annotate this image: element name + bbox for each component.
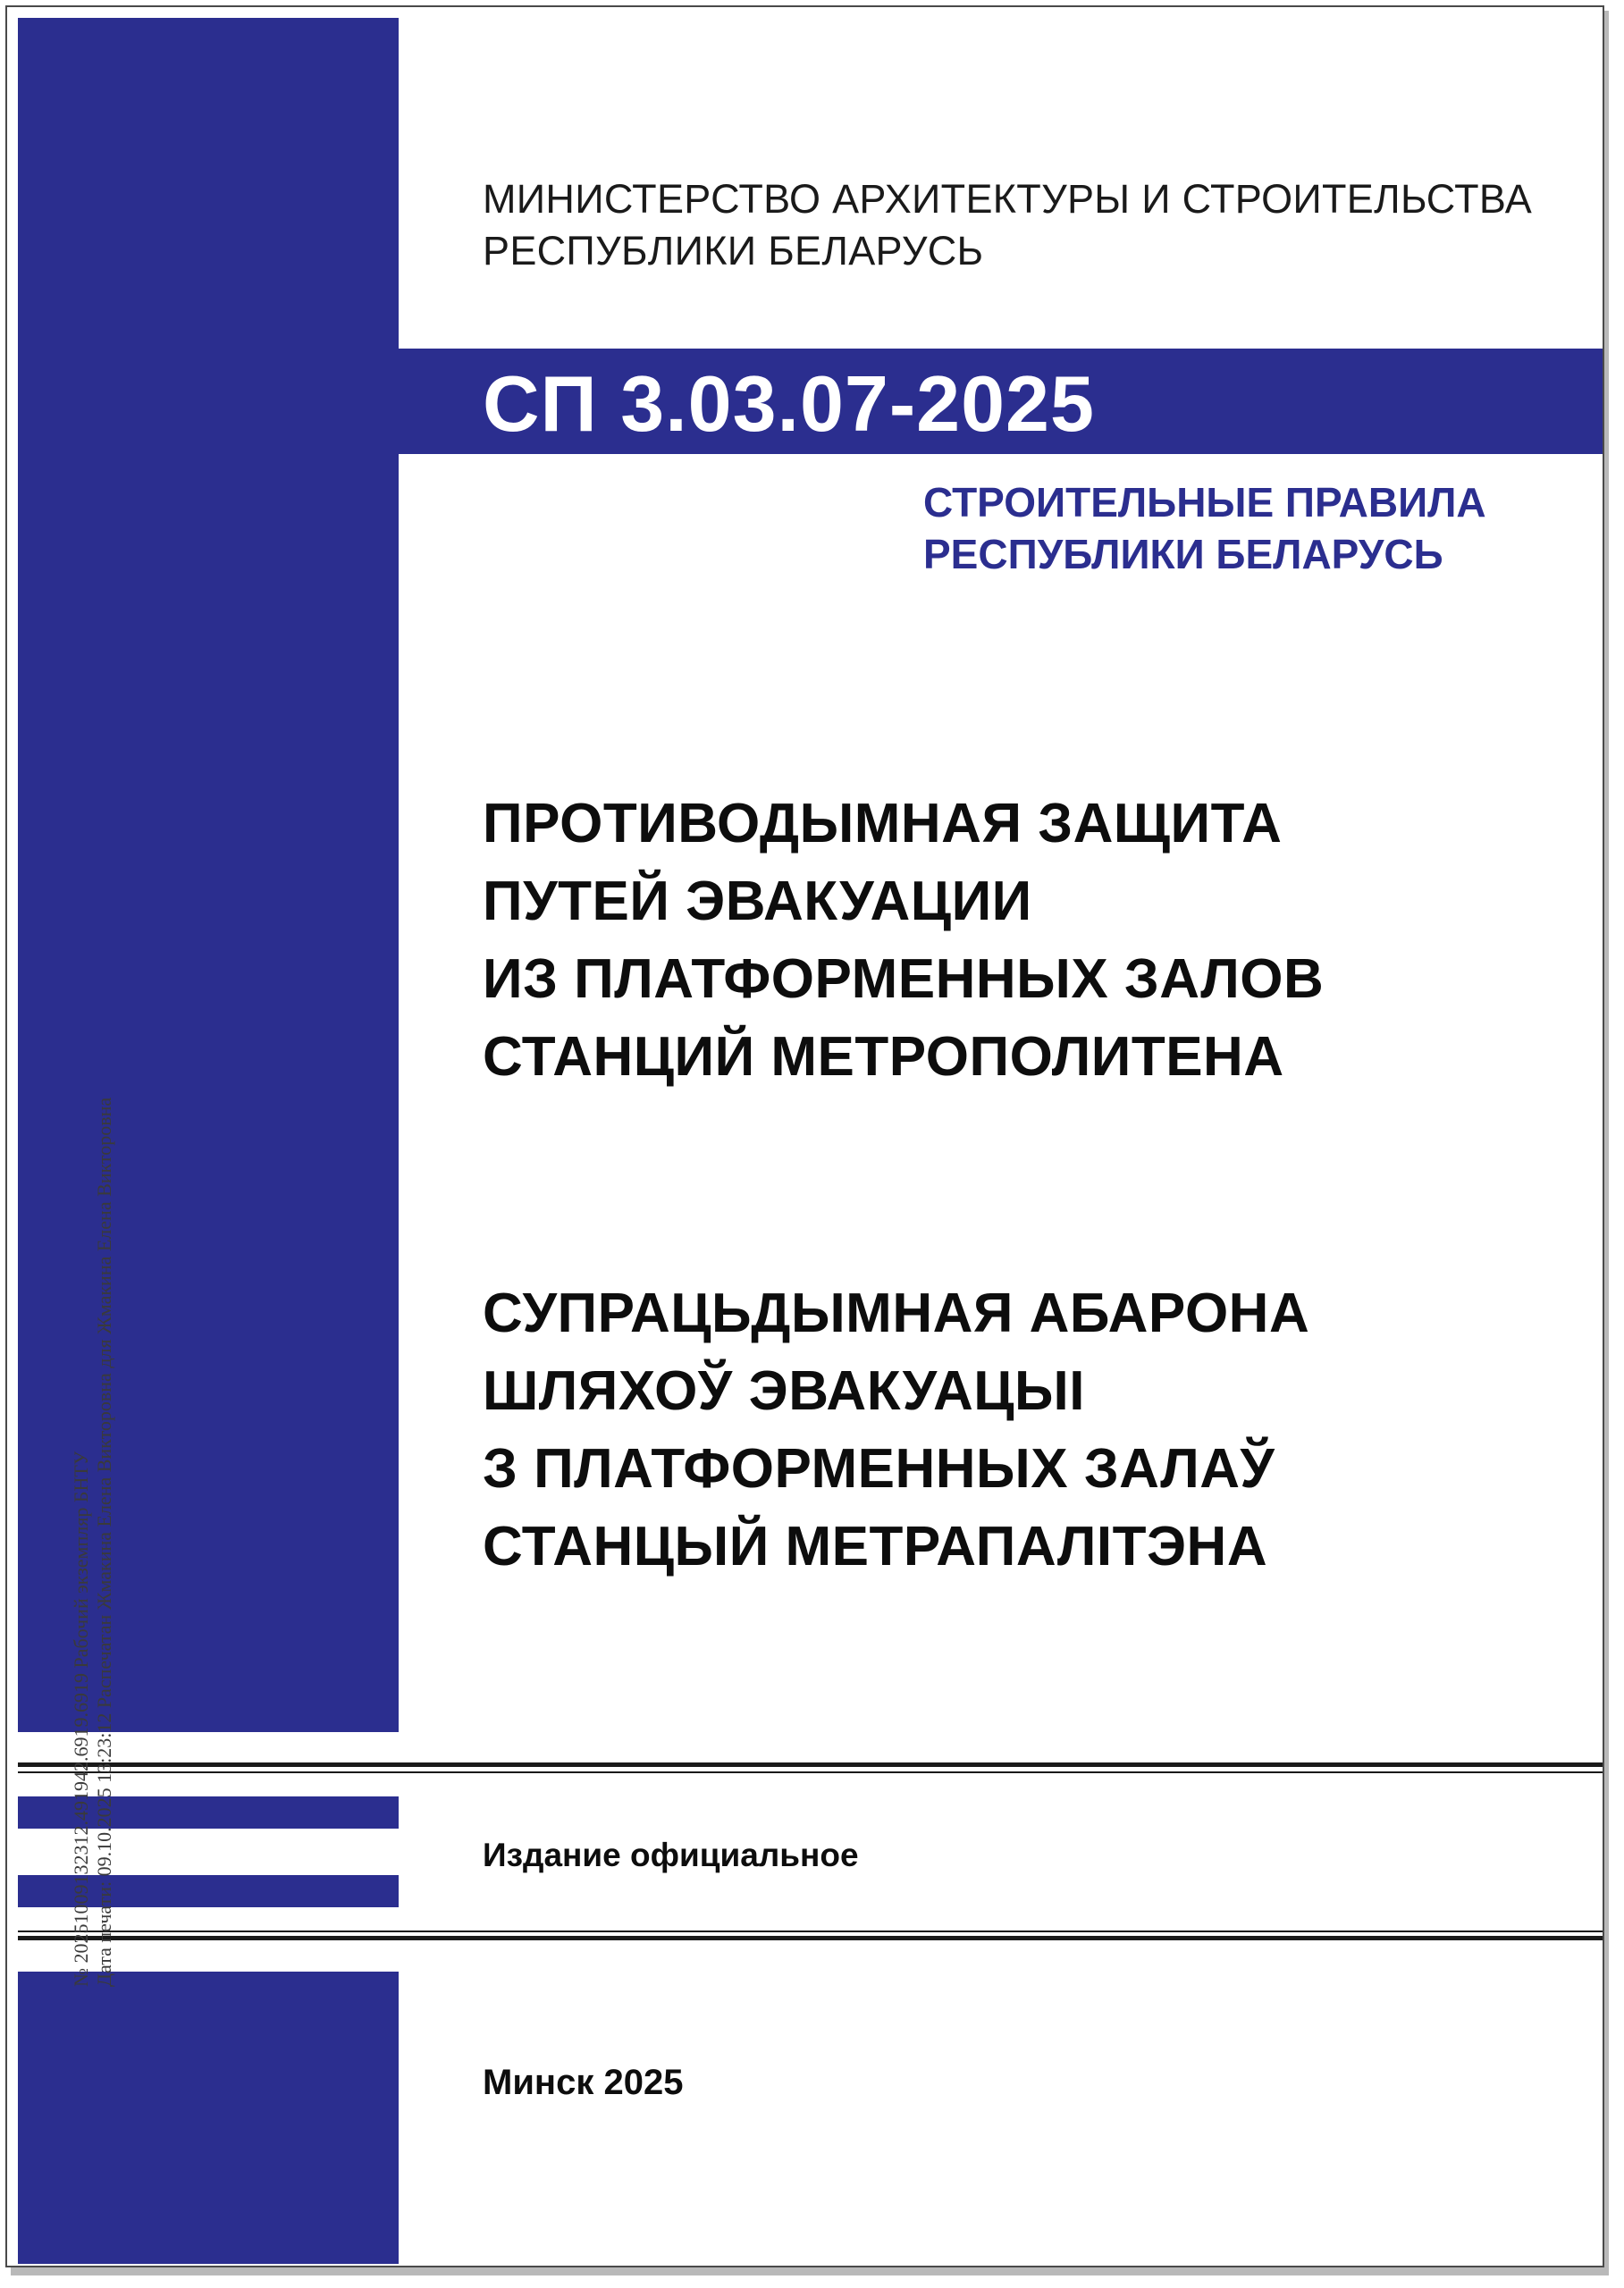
title-ru-line: ПУТЕЙ ЭВАКУАЦИИ <box>483 871 1032 932</box>
title-ru-line: ПРОТИВОДЫМНАЯ ЗАЩИТА <box>483 793 1283 854</box>
title-russian <box>483 785 1555 1096</box>
title-ru-line: СТАНЦИЙ МЕТРОПОЛИТЕНА <box>483 1026 1284 1088</box>
document-type-line-2: РЕСПУБЛИКИ БЕЛАРУСЬ <box>923 531 1443 577</box>
divider-bottom-thin <box>18 1930 1604 1932</box>
watermark-line-2: Дата печати: 09.10.2025 13:23:12 Распечатан Жмакина Елена Викторовна для Жмакина Елена Викторовна <box>93 1097 115 1987</box>
watermark-line-1: № 20251009132312.491942.6919.6919 Рабочий экземпляр БНТУ <box>70 1451 92 1987</box>
document-type <box>923 476 1567 580</box>
edition-label: Издание официальное <box>483 1837 859 1873</box>
title-by-line: З ПЛАТФОРМЕННЫХ ЗАЛАЎ <box>483 1438 1275 1500</box>
left-blue-stripe-bottom <box>18 1972 399 2264</box>
title-by-line: СТАНЦЫЙ МЕТРАПАЛІТЭНА <box>483 1516 1268 1577</box>
document-code: СП 3.03.07-2025 <box>483 359 1095 448</box>
ministry-line-1: МИНИСТЕРСТВО АРХИТЕКТУРЫ И СТРОИТЕЛЬСТВА <box>483 176 1533 222</box>
title-by-line: СУПРАЦЬДЫМНАЯ АБАРОНА <box>483 1283 1310 1344</box>
divider-bottom-thick <box>18 1936 1604 1940</box>
ministry-name <box>483 173 1555 277</box>
cover-page <box>5 5 1604 2267</box>
title-ru-line: ИЗ ПЛАТФОРМЕННЫХ ЗАЛОВ <box>483 948 1325 1010</box>
divider-top-thick <box>18 1762 1604 1767</box>
title-by-line: ШЛЯХОЎ ЭВАКУАЦЫІ <box>483 1360 1085 1422</box>
divider-top-thin <box>18 1771 1604 1773</box>
document-type-line-1: СТРОИТЕЛЬНЫЕ ПРАВИЛА <box>923 479 1486 526</box>
city-year: Минск 2025 <box>483 2063 684 2102</box>
ministry-line-2: РЕСПУБЛИКИ БЕЛАРУСЬ <box>483 228 984 273</box>
print-watermark <box>70 1098 116 1987</box>
title-belarusian <box>483 1274 1555 1586</box>
